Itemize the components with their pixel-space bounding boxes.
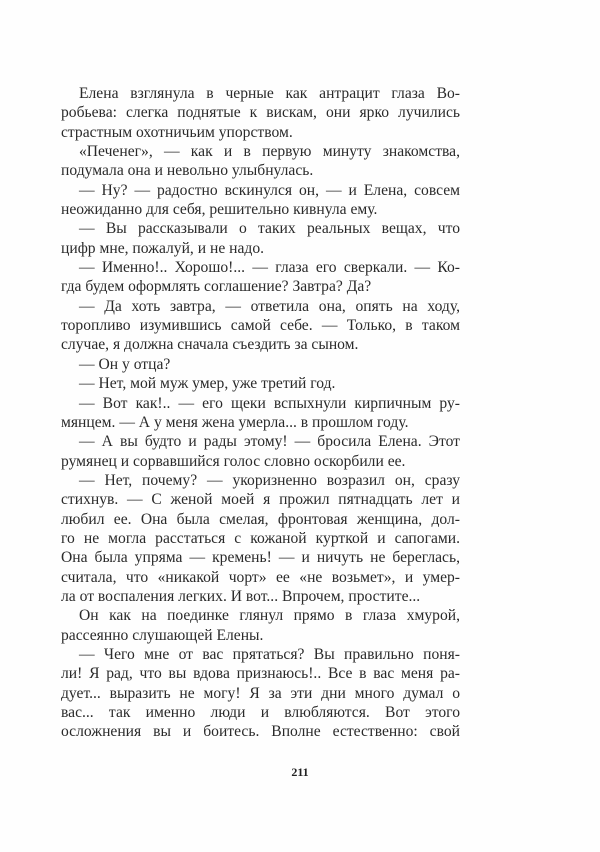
text-line: Елена взглянула в черные как антрацит глаза Во- <box>79 85 460 102</box>
text-line: рассеянно слушающей Елены. <box>61 626 264 644</box>
paragraph <box>61 258 460 297</box>
text-line: — Да хоть завтра, — ответила она, опять на ходу, <box>79 297 460 315</box>
paragraph <box>61 219 460 258</box>
text-line: страстным охотничьим упорством. <box>61 123 293 141</box>
text-line: «Печенег», — как и в первую минуту знакомства, <box>79 143 460 161</box>
text-line: го не могла расстаться с кожаной курткой и сапогами. <box>61 529 460 547</box>
text-line: дует... выразить не могу! Я за эти дни много думал о <box>61 684 460 702</box>
text-line: — Вы рассказывали о таких реальных вещах, что <box>79 220 460 238</box>
paragraph <box>61 374 460 393</box>
text-line: считала, что «никакой чорт» ее «не возьмет», и умер- <box>61 568 460 586</box>
text-line: — Нет, почему? — укоризненно возразил он, сразу <box>79 471 460 489</box>
paragraph <box>61 355 460 374</box>
text-line: неожиданно для себя, решительно кивнула ему. <box>61 201 378 219</box>
page-number: 211 <box>291 765 309 779</box>
text-line: ла от воспаления легких. И вот... Впрочем, простите... <box>61 587 421 605</box>
paragraph <box>61 432 460 471</box>
text-line: ли! Я рад, что вы вдова признаюсь!.. Все в вас меня ра- <box>61 665 460 683</box>
text-line: гда будем оформлять соглашение? Завтра? Да? <box>61 278 372 296</box>
text-line: стихнув. — С женой моей я прожил пятнадцать лет и <box>61 491 460 509</box>
text-line: — Нет, мой муж умер, уже третий год. <box>79 375 336 393</box>
text-line: вас... так именно люди и влюбляются. Вот этого <box>61 704 460 721</box>
text-line: румянец и сорвавшийся голос словно оскорбили ее. <box>61 452 406 470</box>
text-line: — Он у отца? <box>79 355 171 373</box>
text-line: — Именно!.. Хорошо!... — глаза его сверкали. — Ко- <box>79 259 460 277</box>
paragraph <box>61 142 460 181</box>
text-line: — Вот как!.. — его щеки вспыхнули кирпичным ру- <box>79 394 460 412</box>
paragraph <box>61 606 460 645</box>
text-line: цифр мне, пожалуй, и не надо. <box>61 239 265 257</box>
text-line: — А вы будто и рады этому! — бросила Елена. Этот <box>79 433 460 451</box>
text-line: торопливо изумившись самой себе. — Только, в таком <box>61 317 460 335</box>
body-text <box>61 84 460 742</box>
text-line: осложнения вы и боитесь. Вполне естественно: свой <box>61 723 460 741</box>
text-line: — Чего мне от вас прятаться? Вы правильно поня- <box>79 645 460 663</box>
paragraph <box>61 84 460 142</box>
text-line: случае, я должна сначала съездить за сыном. <box>61 336 359 354</box>
text-line: подумала она и невольно улыбнулась. <box>61 162 314 180</box>
paragraph <box>61 394 460 433</box>
text-line: любил ее. Она была смелая, фронтовая женщина, дол- <box>61 510 460 528</box>
paragraph <box>61 181 460 220</box>
text-line: Она была упряма — кремень! — и ничуть не береглась, <box>61 549 460 567</box>
text-line: — Ну? — радостно вскинулся он, — и Елена, совсем <box>79 181 460 199</box>
paragraph <box>61 297 460 355</box>
text-line: Он как на поединке глянул прямо в глаза хмурой, <box>79 607 460 625</box>
text-line: робьева: слегка поднятые к вискам, они ярко лучились <box>61 104 460 122</box>
text-line: мянцем. — А у меня жена умерла... в прошлом году. <box>61 413 409 431</box>
paragraph <box>61 471 460 606</box>
paragraph <box>61 645 460 742</box>
